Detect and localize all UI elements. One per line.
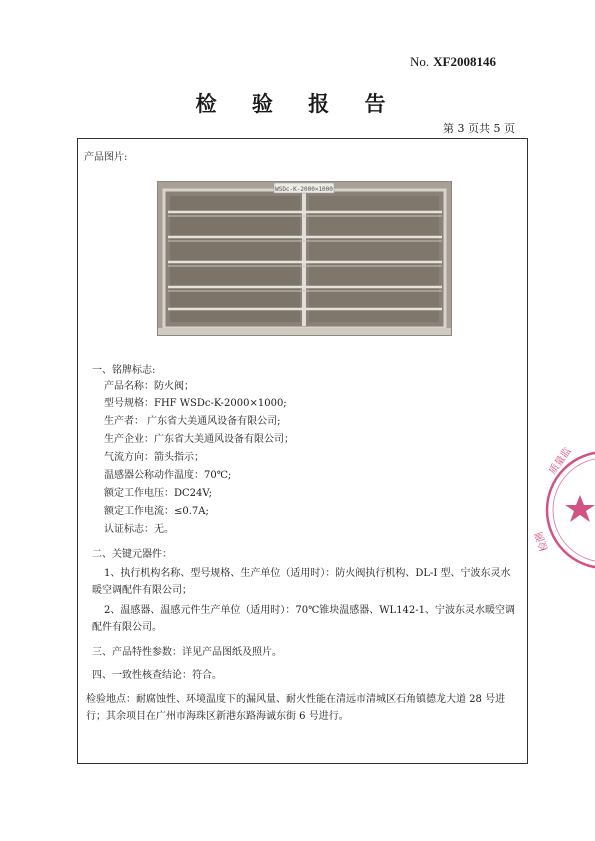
inspection-seal-stamp [533,445,595,575]
page-title: 检 验 报 告 [195,91,400,116]
nameplate-manufacturer: 生产企业：广东省大美通风设备有限公司； [104,434,294,445]
nameplate-model: 型号规格：FHF WSDc-K-2000×1000; [104,398,287,409]
key-component-1: 1、执行机构名称、型号规格、生产单位（适用时）：防火阀执行机构、DL-I 型、宁波东灵水暖空调配件有限公司； [92,568,511,596]
stamp-text-top: 质量监 [547,445,574,477]
page-indicator: 第 3 页共 5 页 [443,122,515,135]
nameplate-voltage: 额定工作电压：DC24V; [104,488,212,499]
nameplate-product-name: 产品名称：防火阀； [104,381,194,392]
section4-conclusion: 四、一致性核查结论：符合。 [92,670,222,681]
stamp-text-bottom: 检测 [533,530,551,553]
nameplate-producer: 生产者： 广东省大美通风设备有限公司; [104,416,281,427]
nameplate-airflow: 气流方向：箭头指示； [104,452,204,463]
nameplate-cert: 认证标志：无。 [104,524,174,535]
report-number-value: XF2008146 [433,54,496,69]
fire-damper-image [158,182,451,335]
section2-heading: 二、关键元器件： [92,549,172,560]
photo-label: 产品图片: [84,152,128,163]
nameplate-current: 额定工作电流：≤0.7A; [104,506,209,517]
product-photo [157,181,452,336]
photo-tag-text: WSDc-K-2000×1000 [275,186,333,193]
inspection-location: 检验地点：耐腐蚀性、环境温度下的漏风量、耐火性能在清远市清城区石角镇德龙大道 28 号进行；其余项目在广州市海珠区新港东路海诚东街 6 号进行。 [86,694,506,722]
section1-heading: 一、铭牌标志: [92,365,156,376]
report-number [410,54,496,70]
report-number-label: No. [410,54,430,69]
key-component-2: 2、温感器、温感元件生产单位（适用时）：70℃锥块温感器、WL142-1、宁波东灵水暖空调配件有限公司。 [92,605,516,633]
section3-characteristics: 三、产品特性参数：详见产品图纸及照片。 [92,647,282,658]
nameplate-temp: 温感器公称动作温度：70℃; [104,470,232,481]
